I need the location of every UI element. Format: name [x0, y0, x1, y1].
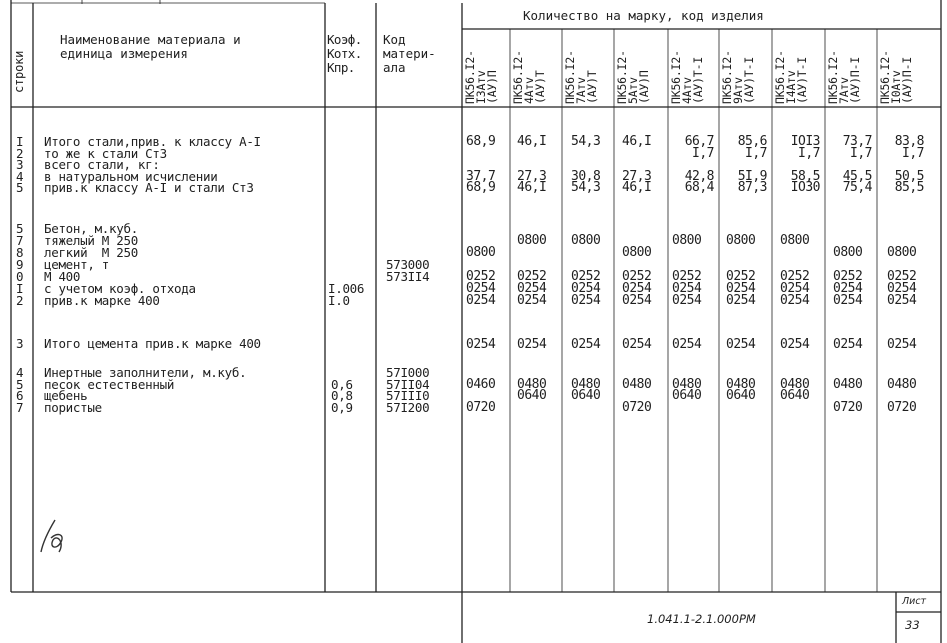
- coefficients: 0,6 0,8 0,9: [331, 376, 353, 415]
- row-numbers: 4 5 6 7: [16, 365, 24, 415]
- material-name: Итого цемента прив.к марке 400: [44, 336, 261, 351]
- cell-values: 0480 0720: [887, 376, 917, 415]
- cell-values: 66,7 I,7 42,8 68,4: [684, 134, 714, 195]
- cell-values: 0800 0252 0254 0254: [466, 245, 496, 308]
- cell-values: 46,I 27,3 46,I: [622, 134, 652, 195]
- cell-values: 83,8 I,7 50,5 85,5: [894, 134, 924, 195]
- material-names: Инертные заполнители, м.куб. песок естественный щебень пористые: [44, 365, 247, 415]
- sheet-number: 33: [905, 618, 920, 632]
- product-code: ПК56.I2- 5Атv (АУ)П: [615, 50, 651, 104]
- cell-value: 0254: [517, 337, 547, 352]
- product-code: ПК56.I2- I4Атv (АУ)Т-I: [773, 50, 809, 104]
- cell-values: 0480 0640: [726, 376, 756, 403]
- product-code: ПК56.I2- 7Атv (АУ)П-I: [826, 50, 862, 104]
- coefficient-header: Коэф. Котх. Кпр.: [327, 32, 362, 75]
- cell-values: 0480 0640: [672, 376, 702, 403]
- cell-values: 0480 0640: [780, 376, 810, 403]
- row-number: 3: [16, 336, 24, 351]
- product-code: ПК56.I2- I3Атv (АУ)П: [463, 50, 499, 104]
- product-code: ПК56.I2- 4Атv (АУ)Т: [511, 50, 547, 104]
- cell-values: 0800 0252 0254 0254: [517, 233, 547, 308]
- cell-value: 0254: [672, 337, 702, 352]
- cell-values: 0800 0252 0254 0254: [622, 245, 652, 308]
- cell-value: 0254: [726, 337, 756, 352]
- cell-values: 54,3 30,8 54,3: [571, 134, 601, 195]
- cell-values: 46,I 27,3 46,I: [517, 134, 547, 195]
- cell-value: 0254: [571, 337, 601, 352]
- product-code: ПК56.I2- I0Атv (АУ)П-I: [878, 50, 914, 104]
- cell-values: 0800 0252 0254 0254: [833, 245, 863, 308]
- product-code: ПК56.I2- 7Атv (АУ)Т: [563, 50, 599, 104]
- product-code: ПК56.I2- 9Атv (АУ)Т-I: [720, 50, 756, 104]
- cell-values: 0800 0252 0254 0254: [887, 245, 917, 308]
- cell-values: 0800 0252 0254 0254: [672, 233, 702, 308]
- material-names: Бетон, м.куб. тяжелый М 250 легкий М 250 цемент, т М 400 с учетом коэф. отхода прив.к марке 400: [44, 221, 196, 308]
- row-numbers: I 2 3 4 5: [16, 134, 24, 195]
- cell-values: 0480 0720: [833, 376, 863, 415]
- cell-value: 0254: [887, 337, 917, 352]
- material-codes: 57I000 57II04 57III0 57I200: [386, 365, 430, 415]
- cell-values: 0800 0252 0254 0254: [780, 233, 810, 308]
- cell-value: 0254: [466, 337, 496, 352]
- material-name-header: Наименование материала и единица измерения: [60, 32, 241, 61]
- cell-values: 85,6 I,7 5I,9 87,3: [737, 134, 767, 195]
- product-code: ПК56.I2- 4Атv (АУ)Т-I: [669, 50, 705, 104]
- material-names: Итого стали,прив. к классу А-I то же к стали Ст3 всего стали, кг: в натуральном исчислении прив.к классу А-I и стали Ст3: [44, 134, 261, 195]
- material-codes: 573000 573II4: [386, 257, 430, 284]
- cell-values: IOI3 I,7 58,5 IO30: [790, 134, 820, 195]
- cell-values: 0480 0720: [622, 376, 652, 415]
- cell-values: 68,9 37,7 68,9: [466, 134, 496, 195]
- rows-header: строки: [12, 50, 26, 94]
- quantity-header: Количество на марку, код изделия: [523, 8, 764, 23]
- row-numbers: 5 7 8 9 0 I 2: [16, 221, 24, 308]
- coefficients: I.006 I.0: [328, 281, 365, 308]
- cell-values: 0480 0640: [517, 376, 547, 403]
- signature-mark: [35, 512, 75, 562]
- material-code-header: Код матери- ала: [383, 32, 436, 75]
- cell-values: 0800 0252 0254 0254: [726, 233, 756, 308]
- cell-value: 0254: [622, 337, 652, 352]
- document-code: 1.041.1-2.1.000PM: [647, 612, 756, 626]
- cell-values: 73,7 I,7 45,5 75,4: [842, 134, 872, 195]
- cell-values: 0460 0720: [466, 376, 496, 415]
- sheet-label: Лист: [902, 596, 927, 607]
- cell-value: 0254: [780, 337, 810, 352]
- cell-value: 0254: [833, 337, 863, 352]
- cell-values: 0800 0252 0254 0254: [571, 233, 601, 308]
- cell-values: 0480 0640: [571, 376, 601, 403]
